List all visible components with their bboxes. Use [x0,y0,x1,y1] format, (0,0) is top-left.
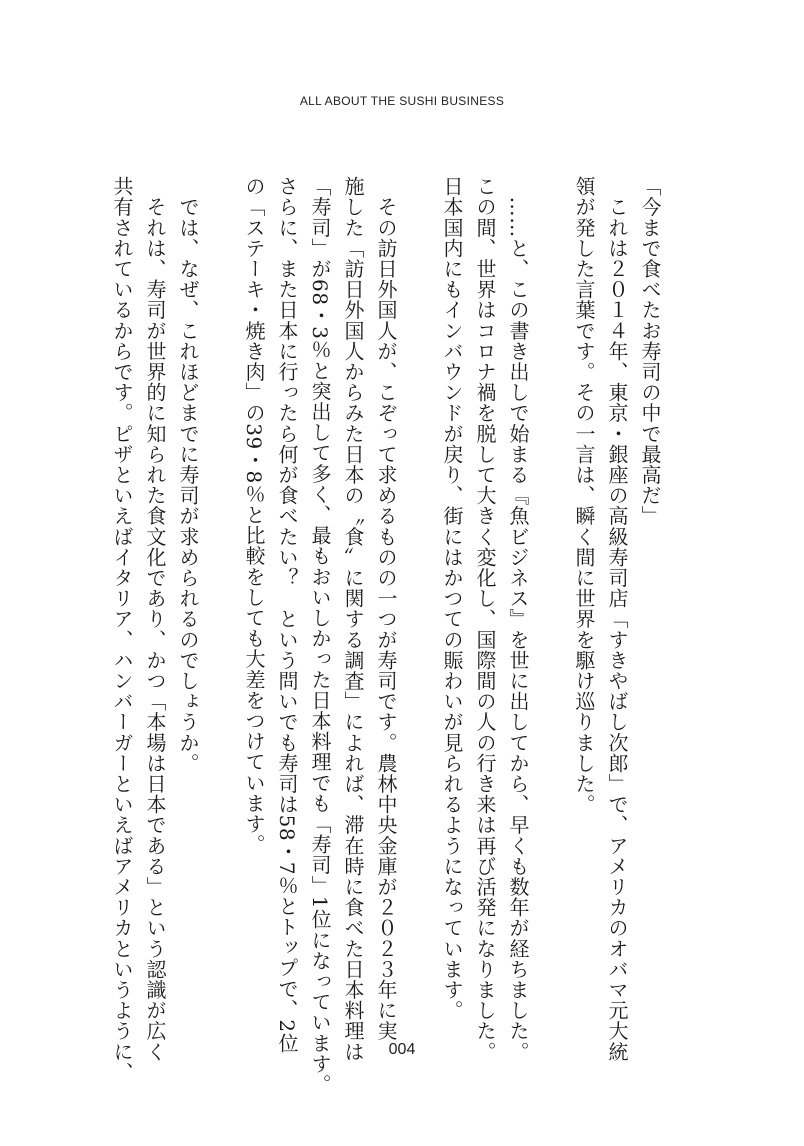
text-line: 「寿司」が68・3％と突出して多く、最もおいしかった日本料理でも「寿司」1位になっています。 [308,176,332,1095]
text-line: 領が発した言葉です。その一言は、瞬く間に世界を駆け巡りました。 [572,176,596,815]
text-line: ……と、この書き出しで始まる『魚ビジネス』を世に出してから、早くも数年が経ちました。 [506,176,530,1062]
text-line: 施した「訪日外国人からみた日本の〝食〟に関する調査」によれば、滞在時に食べた日本料理は [341,176,365,1062]
paragraph-gap [402,176,435,1016]
running-header: ALL ABOUT THE SUSHI BUSINESS [299,94,505,108]
text-line: 日本国内にもインバウンドが戻り、街にはかつての賑わいが見られるようになっています。 [440,176,464,1021]
text-line: これは２０１４年、東京・銀座の高級寿司店「すきやばし次郎」で、アメリカのオバマ元大統 [605,176,629,1062]
page-number: 004 [388,1041,416,1058]
text-line: の「ステーキ・焼き肉」の39・8％と比較をしても大差をつけています。 [242,176,266,855]
text-line: この間、世界はコロナ禍を脱して大きく変化し、国際間の人の行き来は再び活発になりました。 [473,176,497,1062]
text-line: 共有されているからです。ピザといえばイタリア、ハンバーガーといえばアメリカというように、 [110,176,134,1083]
text-line: さらに、また日本に行ったら何が食べたい？ という問いでも寿司は58・7％とトップで、2位 [275,176,299,1054]
text-line: その訪日外国人が、こぞって求めるものの一つが寿司です。農林中央金庫が２０２３年に実 [374,176,398,1042]
paragraph-gap [204,176,237,1016]
text-line: では、なぜ、これほどまでに寿司が求められるのでしょうか。 [176,176,200,774]
text-line: 「今まで食べたお寿司の中で最高だ」 [638,176,662,527]
paragraph-gap [534,176,567,1016]
text-line: それは、寿司が世界的に知られた食文化であり、かつ「本場は日本である」という認識が広く [143,176,167,1062]
